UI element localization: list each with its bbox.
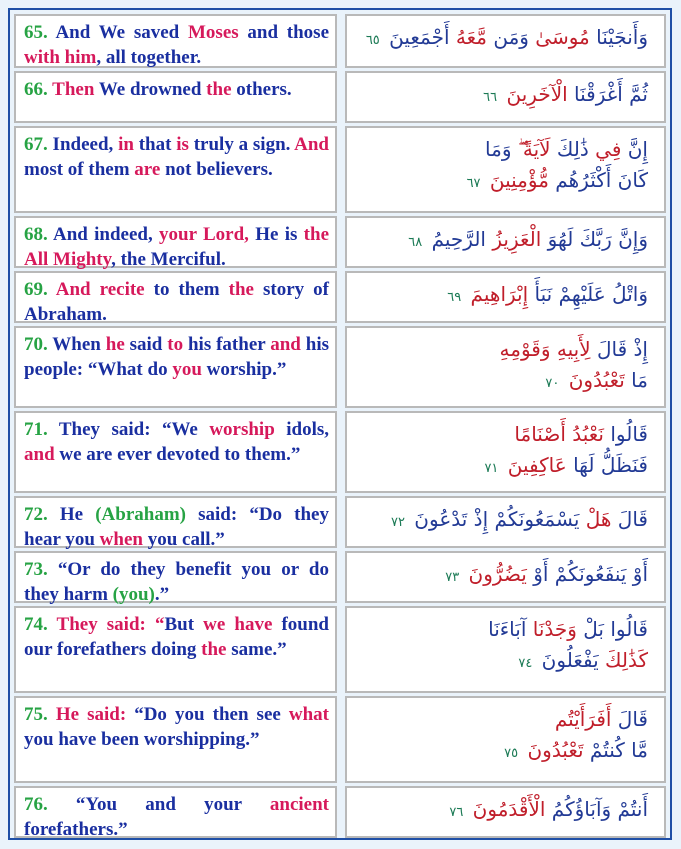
arabic-word: أَصْنَامًا [514, 422, 566, 446]
arabic-word: عَاكِفِينَ [501, 453, 567, 477]
verse-number: 73. [24, 559, 58, 580]
arabic-word: تَدْعُونَ [407, 507, 468, 531]
arabic-line [357, 279, 648, 313]
arabic-word: إِنَّ [621, 137, 648, 161]
translation-segment: we are ever devoted to them.” [54, 444, 301, 465]
arabic-word: وَمَن [486, 25, 529, 49]
arabic-word: عَلَيْهِمْ [552, 282, 606, 306]
arabic-line [357, 165, 648, 199]
verse-number: 71. [24, 419, 59, 440]
arabic-word: يَنفَعُونَكُمْ [548, 562, 627, 586]
verse-number: 67. [24, 134, 53, 155]
verse-number: 75. [24, 704, 56, 725]
arabic-word: قَالُوا [604, 617, 648, 641]
translation-segment: same.” [226, 639, 287, 660]
arabic-line [357, 450, 648, 484]
arabic-text [345, 71, 666, 123]
arabic-word: وَإِنَّ [611, 227, 648, 251]
verse-number: 70. [24, 334, 53, 355]
arabic-text [345, 496, 666, 548]
translation-segment: most of them [24, 159, 135, 180]
translation-segment: and [24, 444, 55, 465]
translation-segment: “You and your [75, 794, 270, 815]
arabic-word: مُّؤْمِنِينَ [483, 168, 549, 192]
arabic-text [345, 606, 666, 693]
verse-row [14, 786, 666, 838]
english-translation [14, 271, 337, 323]
translation-segment: , all together. [96, 47, 202, 68]
translation-segment: to [167, 334, 184, 355]
translation-segment: ancient [269, 794, 329, 815]
arabic-line [357, 365, 648, 399]
translation-segment: (you) [112, 584, 155, 605]
verse-row [14, 411, 666, 493]
arabic-word: وَجَدْنَا [526, 617, 577, 641]
english-translation [14, 71, 337, 123]
translation-segment: He is [248, 224, 304, 245]
arabic-text [345, 551, 666, 603]
arabic-word: إِبْرَاهِيمَ [464, 282, 529, 306]
translation-segment: you call.” [142, 529, 225, 550]
translation-segment: have [234, 614, 273, 635]
translation-segment: He [59, 504, 96, 525]
translation-segment: to them [144, 279, 229, 300]
translation-segment: forefathers.” [24, 819, 128, 840]
translation-segment: the [206, 79, 232, 100]
arabic-line [357, 559, 648, 593]
english-translation [14, 786, 337, 838]
verse-marker: ٧٠ [545, 376, 560, 391]
verse-marker: ٧٦ [449, 805, 464, 820]
translation-segment: .” [154, 584, 170, 605]
english-translation [14, 496, 337, 548]
verse-marker: ٦٦ [483, 90, 498, 105]
arabic-text [345, 126, 666, 213]
translation-segment: (Abraham) [95, 504, 186, 525]
english-translation [14, 606, 337, 693]
arabic-word: مَا [624, 368, 648, 392]
arabic-text [345, 14, 666, 68]
arabic-word: نَعْبُدُ [565, 422, 604, 446]
arabic-line [357, 645, 648, 679]
translation-segment: and those [238, 22, 330, 43]
translation-segment: When [52, 334, 106, 355]
verse-number: 65. [24, 22, 56, 43]
arabic-word: إِذْ [467, 507, 489, 531]
english-translation [14, 126, 337, 213]
arabic-word: أَغْرَقْنَا [567, 82, 623, 106]
arabic-word: كُنتُمْ [583, 738, 625, 762]
verse-marker: ٦٥ [365, 33, 380, 48]
english-translation [14, 696, 337, 783]
verse-marker: ٧٣ [445, 570, 460, 585]
arabic-word: أَكْثَرُهُم [548, 168, 612, 192]
verse-marker: ٧٥ [504, 746, 519, 761]
arabic-line [357, 224, 648, 258]
arabic-word: مَّعَهُ [449, 25, 487, 49]
arabic-word: فِي [588, 137, 622, 161]
arabic-line [357, 334, 648, 365]
arabic-text [345, 696, 666, 783]
translation-segment: you [172, 359, 202, 380]
arabic-word: الْآخَرِينَ [500, 82, 568, 106]
arabic-line [357, 614, 648, 645]
verse-number: 69. [24, 279, 56, 300]
arabic-line [357, 134, 648, 165]
translation-segment: We drowned [94, 79, 207, 100]
translation-segment: said [124, 334, 168, 355]
verse-row [14, 271, 666, 323]
translation-segment: , the Merciful. [111, 249, 226, 270]
translation-segment: that [133, 134, 177, 155]
arabic-word: أَجْمَعِينَ [382, 25, 450, 49]
arabic-word: وَاتْلُ [605, 282, 648, 306]
translation-segment: And indeed, [53, 224, 160, 245]
translation-segment: when [99, 529, 143, 550]
translation-segment: Then [52, 79, 95, 100]
verse-marker: ٧١ [484, 461, 499, 476]
arabic-word: مَّا [624, 738, 648, 762]
arabic-line [357, 419, 648, 450]
arabic-text [345, 326, 666, 408]
translation-segment: “Or do they benefit you or do they harm [24, 559, 330, 605]
verse-row [14, 326, 666, 408]
translation-segment: But [164, 614, 195, 635]
verse-row [14, 696, 666, 783]
arabic-word: أَوْ [626, 562, 648, 586]
translation-segment: your Lord, [159, 224, 249, 245]
arabic-word: يَسْمَعُونَكُمْ [488, 507, 580, 531]
english-translation [14, 411, 337, 493]
verse-table [8, 8, 672, 840]
translation-segment: “Do you then see [126, 704, 289, 725]
translation-segment: worship.” [201, 359, 287, 380]
translation-segment: idols, [274, 419, 329, 440]
translation-segment: the [201, 639, 227, 660]
english-translation [14, 551, 337, 603]
arabic-word: مُوسَىٰ [528, 25, 590, 49]
arabic-word: قَالَ [611, 707, 648, 731]
arabic-word: آبَاءَنَا [488, 617, 527, 641]
translation-segment: what [288, 704, 330, 725]
arabic-word: أَنتُمْ [611, 797, 648, 821]
arabic-line [357, 504, 648, 538]
english-translation [14, 14, 337, 68]
translation-segment: worship [209, 419, 275, 440]
arabic-word: كَانَ [611, 168, 648, 192]
verse-row [14, 14, 666, 68]
verse-row [14, 126, 666, 213]
arabic-word: لَهُوَ [541, 227, 574, 251]
english-translation [14, 216, 337, 268]
arabic-line [357, 704, 648, 735]
translation-segment: is [176, 134, 189, 155]
arabic-word: قَالَ [590, 337, 628, 361]
arabic-word: هَلْ [579, 507, 612, 531]
arabic-word: يَضُرُّونَ [462, 562, 527, 586]
arabic-word: ذَٰلِكَ [550, 137, 589, 161]
verse-row [14, 216, 666, 268]
verse-number: 76. [24, 794, 76, 815]
translation-segment: And recite [55, 279, 145, 300]
verse-number: 68. [24, 224, 53, 245]
arabic-word: أَفَرَأَيْتُم [554, 707, 612, 731]
arabic-text [345, 271, 666, 323]
translation-segment: you have been worshipping.” [24, 729, 260, 750]
arabic-word: بَلْ [576, 617, 604, 641]
translation-segment: And [294, 134, 329, 155]
verse-row [14, 496, 666, 548]
translation-segment: his father [183, 334, 271, 355]
translation-segment: we [194, 614, 235, 635]
arabic-line [357, 735, 648, 769]
verse-row [14, 71, 666, 123]
translation-segment: with him [24, 47, 97, 68]
arabic-word: ثُمَّ [622, 82, 648, 106]
arabic-word: لَهَا [566, 453, 595, 477]
arabic-word: لِأَبِيهِ [550, 337, 591, 361]
verse-marker: ٦٧ [466, 176, 481, 191]
arabic-word: الْأَقْدَمُونَ [466, 797, 546, 821]
arabic-text [345, 216, 666, 268]
translation-segment: are [134, 159, 161, 180]
verse-number: 66. [24, 79, 53, 100]
translation-segment: They said: “We [58, 419, 210, 440]
verse-row [14, 551, 666, 603]
arabic-word: أَوْ [526, 562, 549, 586]
translation-segment: and [270, 334, 301, 355]
verse-marker: ٦٩ [447, 290, 462, 305]
english-translation [14, 326, 337, 408]
verse-marker: ٦٨ [408, 235, 423, 250]
arabic-word: فَنَظَلُّ [594, 453, 648, 477]
arabic-word: نَبَأَ [528, 282, 553, 306]
translation-segment: story of Abraham. [24, 279, 330, 325]
verse-marker: ٧٢ [390, 515, 405, 530]
translation-segment: his people: “What do [24, 334, 329, 380]
arabic-word: وَمَا [485, 137, 512, 161]
verse-marker: ٧٤ [518, 656, 533, 671]
arabic-line [357, 22, 648, 56]
arabic-word: تَعْبُدُونَ [562, 368, 625, 392]
arabic-word: رَبَّكَ [573, 227, 612, 251]
translation-segment: not believers. [160, 159, 273, 180]
translation-segment: the [228, 279, 254, 300]
translation-segment: found our forefathers doing [24, 614, 329, 660]
arabic-word: ۖ [511, 137, 518, 161]
translation-segment: They said: “ [56, 614, 165, 635]
arabic-word: كَذَٰلِكَ [598, 648, 648, 672]
translation-segment: he [105, 334, 125, 355]
translation-segment: And We saved [55, 22, 188, 43]
arabic-word: إِذْ [627, 337, 648, 361]
arabic-word: الرَّحِيمُ [425, 227, 486, 251]
arabic-text [345, 786, 666, 838]
arabic-word: تَعْبُدُونَ [521, 738, 584, 762]
translation-segment: Moses [188, 22, 239, 43]
arabic-word: قَالُوا [604, 422, 648, 446]
translation-segment: the All Mighty [24, 224, 329, 270]
arabic-word: وَآبَاؤُكُمُ [545, 797, 612, 821]
verse-row [14, 606, 666, 693]
translation-segment: He said: [55, 704, 127, 725]
arabic-word: الْعَزِيزُ [485, 227, 542, 251]
arabic-text [345, 411, 666, 493]
verse-number: 74. [24, 614, 57, 635]
arabic-word: وَأَنجَيْنَا [589, 25, 648, 49]
arabic-line [357, 794, 648, 828]
translation-segment: truly a sign. [188, 134, 295, 155]
arabic-line [357, 79, 648, 113]
arabic-word: وَقَوْمِهِ [499, 337, 551, 361]
translation-segment: Indeed, [52, 134, 119, 155]
verse-number: 72. [24, 504, 60, 525]
arabic-word: يَفْعَلُونَ [535, 648, 599, 672]
arabic-word: لَآيَةً [517, 137, 551, 161]
translation-segment: others. [231, 79, 292, 100]
arabic-word: قَالَ [611, 507, 648, 531]
translation-segment: in [118, 134, 134, 155]
translation-segment: said: “Do they hear you [24, 504, 329, 550]
